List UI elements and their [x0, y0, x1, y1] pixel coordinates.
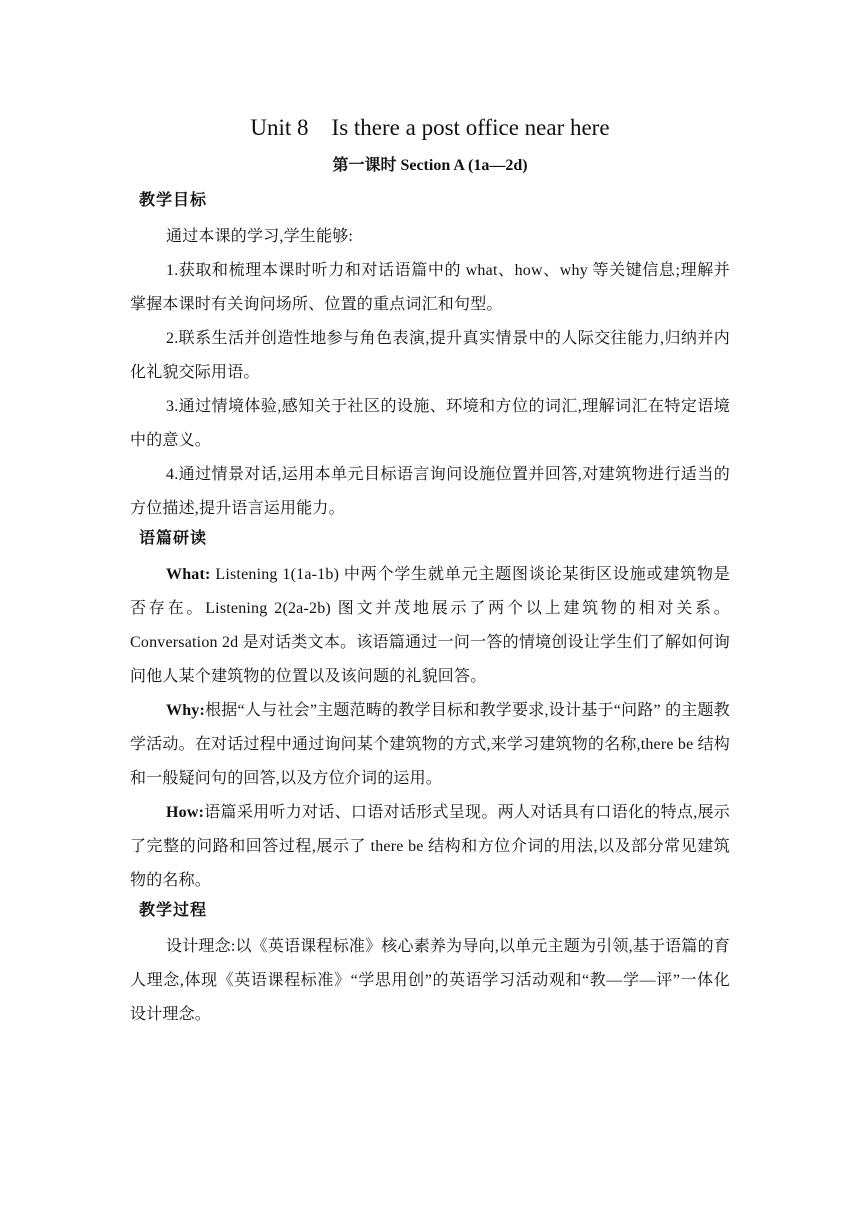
objective-item-2: 2.联系生活并创造性地参与角色表演,提升真实情景中的人际交往能力,归纳并内化礼貌交际用语。	[130, 330, 730, 381]
analysis-what-paragraph	[130, 558, 730, 694]
document-title: Unit 8 Is there a post office near here	[250, 115, 610, 140]
objectives-intro: 通过本课的学习,学生能够:	[166, 228, 354, 245]
why-label: Why:	[166, 702, 206, 719]
why-text: 根据“人与社会”主题范畴的教学目标和教学要求,设计基于“问路” 的主题教学活动。在对话过程中通过询问某个建筑物的方式,来学习建筑物的名称,there be 结构和一般疑问句的回答,以及方位介词的运用。	[130, 702, 730, 787]
heading-analysis: 语篇研读	[139, 528, 208, 547]
analysis-how-paragraph	[130, 796, 730, 898]
analysis-why-paragraph	[130, 694, 730, 796]
heading-objectives: 教学目标	[139, 190, 208, 209]
how-label: How:	[166, 804, 205, 821]
heading-process: 教学过程	[139, 900, 208, 919]
document-subtitle: 第一课时 Section A (1a—2d)	[332, 157, 528, 174]
objective-item-4: 4.通过情景对话,运用本单元目标语言询问设施位置并回答,对建筑物进行适当的方位描述,提升语言运用能力。	[130, 466, 730, 517]
what-label: What:	[166, 566, 211, 583]
what-text: Listening 1(1a-1b) 中两个学生就单元主题图谈论某街区设施或建筑物是否存在。Listening 2(2a-2b) 图文并茂地展示了两个以上建筑物的相对关系。Conversation 2d 是对话类文本。该语篇通过一问一答的情境创设让学生们了解如何询问他人某个建筑物的位置以及该问题的礼貌回答。	[130, 566, 730, 685]
objective-item-3: 3.通过情境体验,感知关于社区的设施、环境和方位的词汇,理解词汇在特定语境中的意义。	[130, 398, 730, 449]
process-paragraph: 设计理念:以《英语课程标准》核心素养为导向,以单元主题为引领,基于语篇的育人理念,体现《英语课程标准》“学思用创”的英语学习活动观和“教—学—评”一体化设计理念。	[130, 938, 730, 1023]
objective-item-1: 1.获取和梳理本课时听力和对话语篇中的 what、how、why 等关键信息;理解并掌握本课时有关询问场所、位置的重点词汇和句型。	[130, 262, 730, 313]
how-text: 语篇采用听力对话、口语对话形式呈现。两人对话具有口语化的特点,展示了完整的问路和回答过程,展示了 there be 结构和方位介词的用法,以及部分常见建筑物的名称。	[130, 804, 730, 889]
